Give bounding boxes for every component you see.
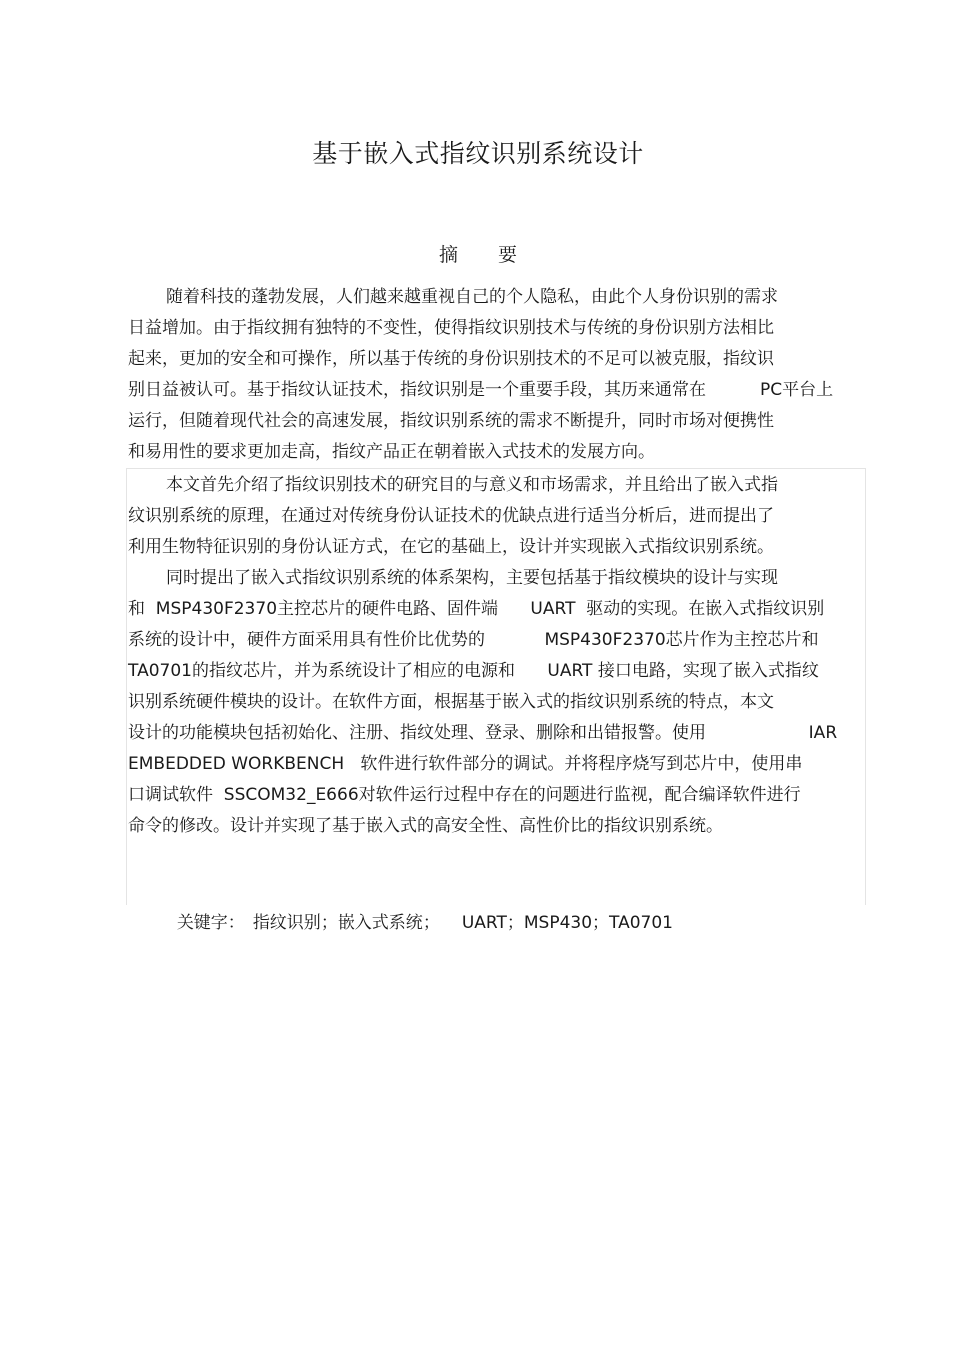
paragraph-line: 命令的修改。设计并实现了基于嵌入式的高安全性、高性价比的指纹识别系统。 <box>128 816 723 836</box>
abstract-paragraph-1 <box>128 282 868 468</box>
paragraph-line: 别日益被认可。基于指纹认证技术，指纹识别是一个重要手段，其历来通常在 PC平台上 <box>128 380 834 400</box>
keyword-separator: ； <box>506 913 524 933</box>
paragraph-line: 和 MSP430F2370主控芯片的硬件电路、固件端 UART 驱动的实现。在嵌入式指纹识别 <box>128 599 825 619</box>
paragraph-line: 识别系统硬件模块的设计。在软件方面，根据基于嵌入式的指纹识别系统的特点，本文 <box>128 692 774 712</box>
keyword-separator: ； <box>320 913 338 933</box>
abstract-paragraph-2 <box>128 470 868 563</box>
paragraph-line: 运行，但随着现代社会的高速发展，指纹识别系统的需求不断提升，同时市场对便携性 <box>128 411 774 431</box>
paragraph-line: 随着科技的蓬勃发展，人们越来越重视自己的个人隐私，由此个人身份识别的需求 <box>166 287 778 307</box>
abstract-heading: 摘要 <box>438 244 557 266</box>
keyword-separator: ； <box>592 913 610 933</box>
keywords-line <box>166 877 673 939</box>
keyword-item: TA0701 <box>609 913 673 933</box>
paragraph-line: 口调试软件 SSCOM32_E666对软件运行过程中存在的问题进行监视，配合编译软件进行 <box>128 785 801 805</box>
paragraph-line: 纹识别系统的原理，在通过对传统身份认证技术的优缺点进行适当分析后，进而提出了 <box>128 506 774 526</box>
paragraph-line: TA0701的指纹芯片，并为系统设计了相应的电源和 UART 接口电路，实现了嵌入式指纹 <box>128 661 819 681</box>
paragraph-line: 和易用性的要求更加走高，指纹产品正在朝着嵌入式技术的发展方向。 <box>128 442 655 462</box>
paragraph-line: 系统的设计中，硬件方面采用具有性价比优势的 MSP430F2370芯片作为主控芯片和 <box>128 630 819 650</box>
paragraph-line: 日益增加。由于指纹拥有独特的不变性，使得指纹识别技术与传统的身份识别方法相比 <box>128 318 774 338</box>
keyword-item: 嵌入式系统 <box>337 913 423 933</box>
paragraph-line: 利用生物特征识别的身份认证方式，在它的基础上，设计并实现嵌入式指纹识别系统。 <box>128 537 774 557</box>
keyword-item: 指纹识别 <box>252 913 321 933</box>
page-title: 基于嵌入式指纹识别系统设计 <box>312 139 644 168</box>
paragraph-line: 起来，更加的安全和可操作，所以基于传统的身份识别技术的不足可以被克服，指纹识 <box>128 349 774 369</box>
keyword-item: MSP430 <box>523 913 593 933</box>
abstract-paragraph-3 <box>128 563 868 842</box>
keyword-item: UART <box>461 913 507 933</box>
paragraph-line: 同时提出了嵌入式指纹识别系统的体系架构，主要包括基于指纹模块的设计与实现 <box>166 568 778 588</box>
paragraph-line: 本文首先介绍了指纹识别技术的研究目的与意义和市场需求，并且给出了嵌入式指 <box>166 475 778 495</box>
keyword-separator: ； <box>422 913 440 933</box>
keywords-label: 关键字： <box>176 913 245 933</box>
paragraph-line: EMBEDDED WORKBENCH 软件进行软件部分的调试。并将程序烧写到芯片中，使用串 <box>128 754 803 774</box>
paragraph-line: 设计的功能模块包括初始化、注册、指纹处理、登录、删除和出错报警。使用 IAR <box>128 723 838 743</box>
